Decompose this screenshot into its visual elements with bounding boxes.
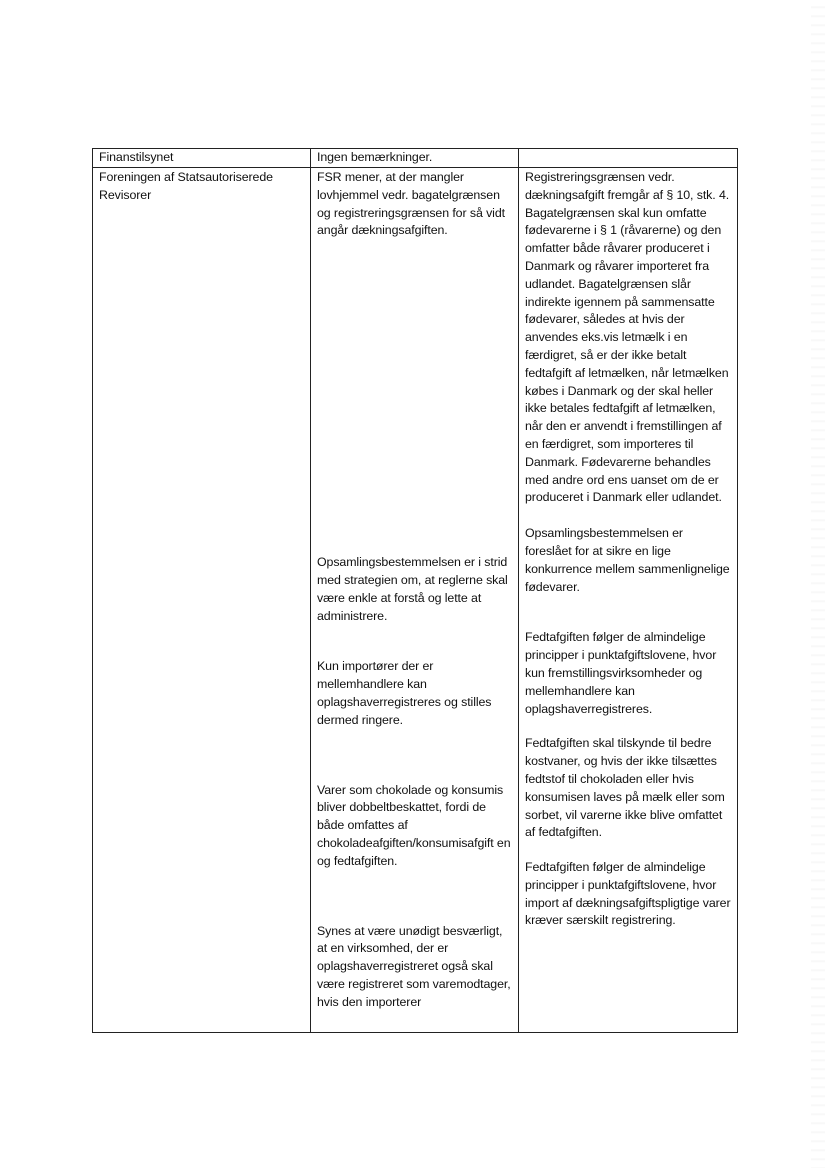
- consultation-response-table: [92, 148, 738, 1033]
- comment-cell: [311, 168, 519, 1033]
- org-name: Foreningen af Statsautoriserede Revisorer: [99, 170, 273, 202]
- org-cell: [93, 168, 311, 1033]
- response-text: Fedtafgiften følger de almindelige principper i punktafgiftslovene, hvor import af dækningsafgiftspligtige varer kræver særskilt registrering.: [525, 860, 731, 928]
- org-name: Finanstilsynet: [99, 150, 174, 164]
- comment-text: Kun importører der er mellemhandlere kan oplagshaverregistreres og stilles dermed ringere.: [317, 659, 492, 727]
- comment-cell: [311, 149, 519, 168]
- comment-text: Opsamlingsbestemmelsen er i strid med strategien om, at reglerne skal være enkle at forstå og lette at administrere.: [317, 555, 508, 623]
- comment-text: FSR mener, at der mangler lovhjemmel vedr. bagatelgrænsen og registreringsgrænsen for så vidt angår dækningsafgiften.: [317, 170, 505, 238]
- comment-text: Ingen bemærkninger.: [317, 150, 433, 164]
- response-text: Fedtafgiften følger de almindelige principper i punktafgiftslovene, hvor kun fremstillingsvirksomheder og mellemhandlere kan oplagshaverregistreres.: [525, 630, 717, 716]
- comment-text: Varer som chokolade og konsumis bliver dobbeltbeskattet, fordi de både omfattes af chokoladeafgiften/konsumisafgift en og fedtafgiften.: [317, 782, 511, 868]
- response-cell: [519, 149, 738, 168]
- response-text: Fedtafgiften skal tilskynde til bedre kostvaner, og hvis der ikke tilsættes fedtstof til chokoladen eller hvis konsumisen laves på mælk eller som sorbet, vil varerne ikke blive omfattet af fedtafgiften.: [525, 736, 725, 840]
- org-cell: [93, 149, 311, 168]
- response-cell: [519, 168, 738, 1033]
- table-row: [93, 168, 738, 1033]
- response-text: Registreringsgrænsen vedr. dækningsafgift fremgår af § 10, stk. 4. Bagatelgrænsen skal kun omfatte fødevarerne i § 1 (råvarerne) og den omfatter både råvarer produceret i Danmark og råvarer importeret fra udlandet. Bagatelgrænsen slår indirekte igennem på sammensatte fødevarer, således at hvis der anvendes eks.vis letmælk i en færdigret, så er der ikke betalt fedtafgift af letmælken, når letmælken købes i Danmark og der skal heller ikke betales fedtafgift af letmælken, når den er anvendt i fremstillingen af en færdigret, som importeres til Danmark. Fødevarerne behandles med andre ord ens uanset om de er produceret i Danmark eller udlandet.: [525, 170, 730, 505]
- table-row: [93, 149, 738, 168]
- response-text: Opsamlingsbestemmelsen er foreslået for at sikre en lige konkurrence mellem sammenlignelige fødevarer.: [525, 526, 730, 594]
- comment-text: Synes at være unødigt besværligt, at en virksomhed, der er oplagshaverregistreret også skal være registreret som varemodtager, hvis den importerer: [317, 923, 511, 1009]
- scan-edge-artifact: [811, 0, 825, 1168]
